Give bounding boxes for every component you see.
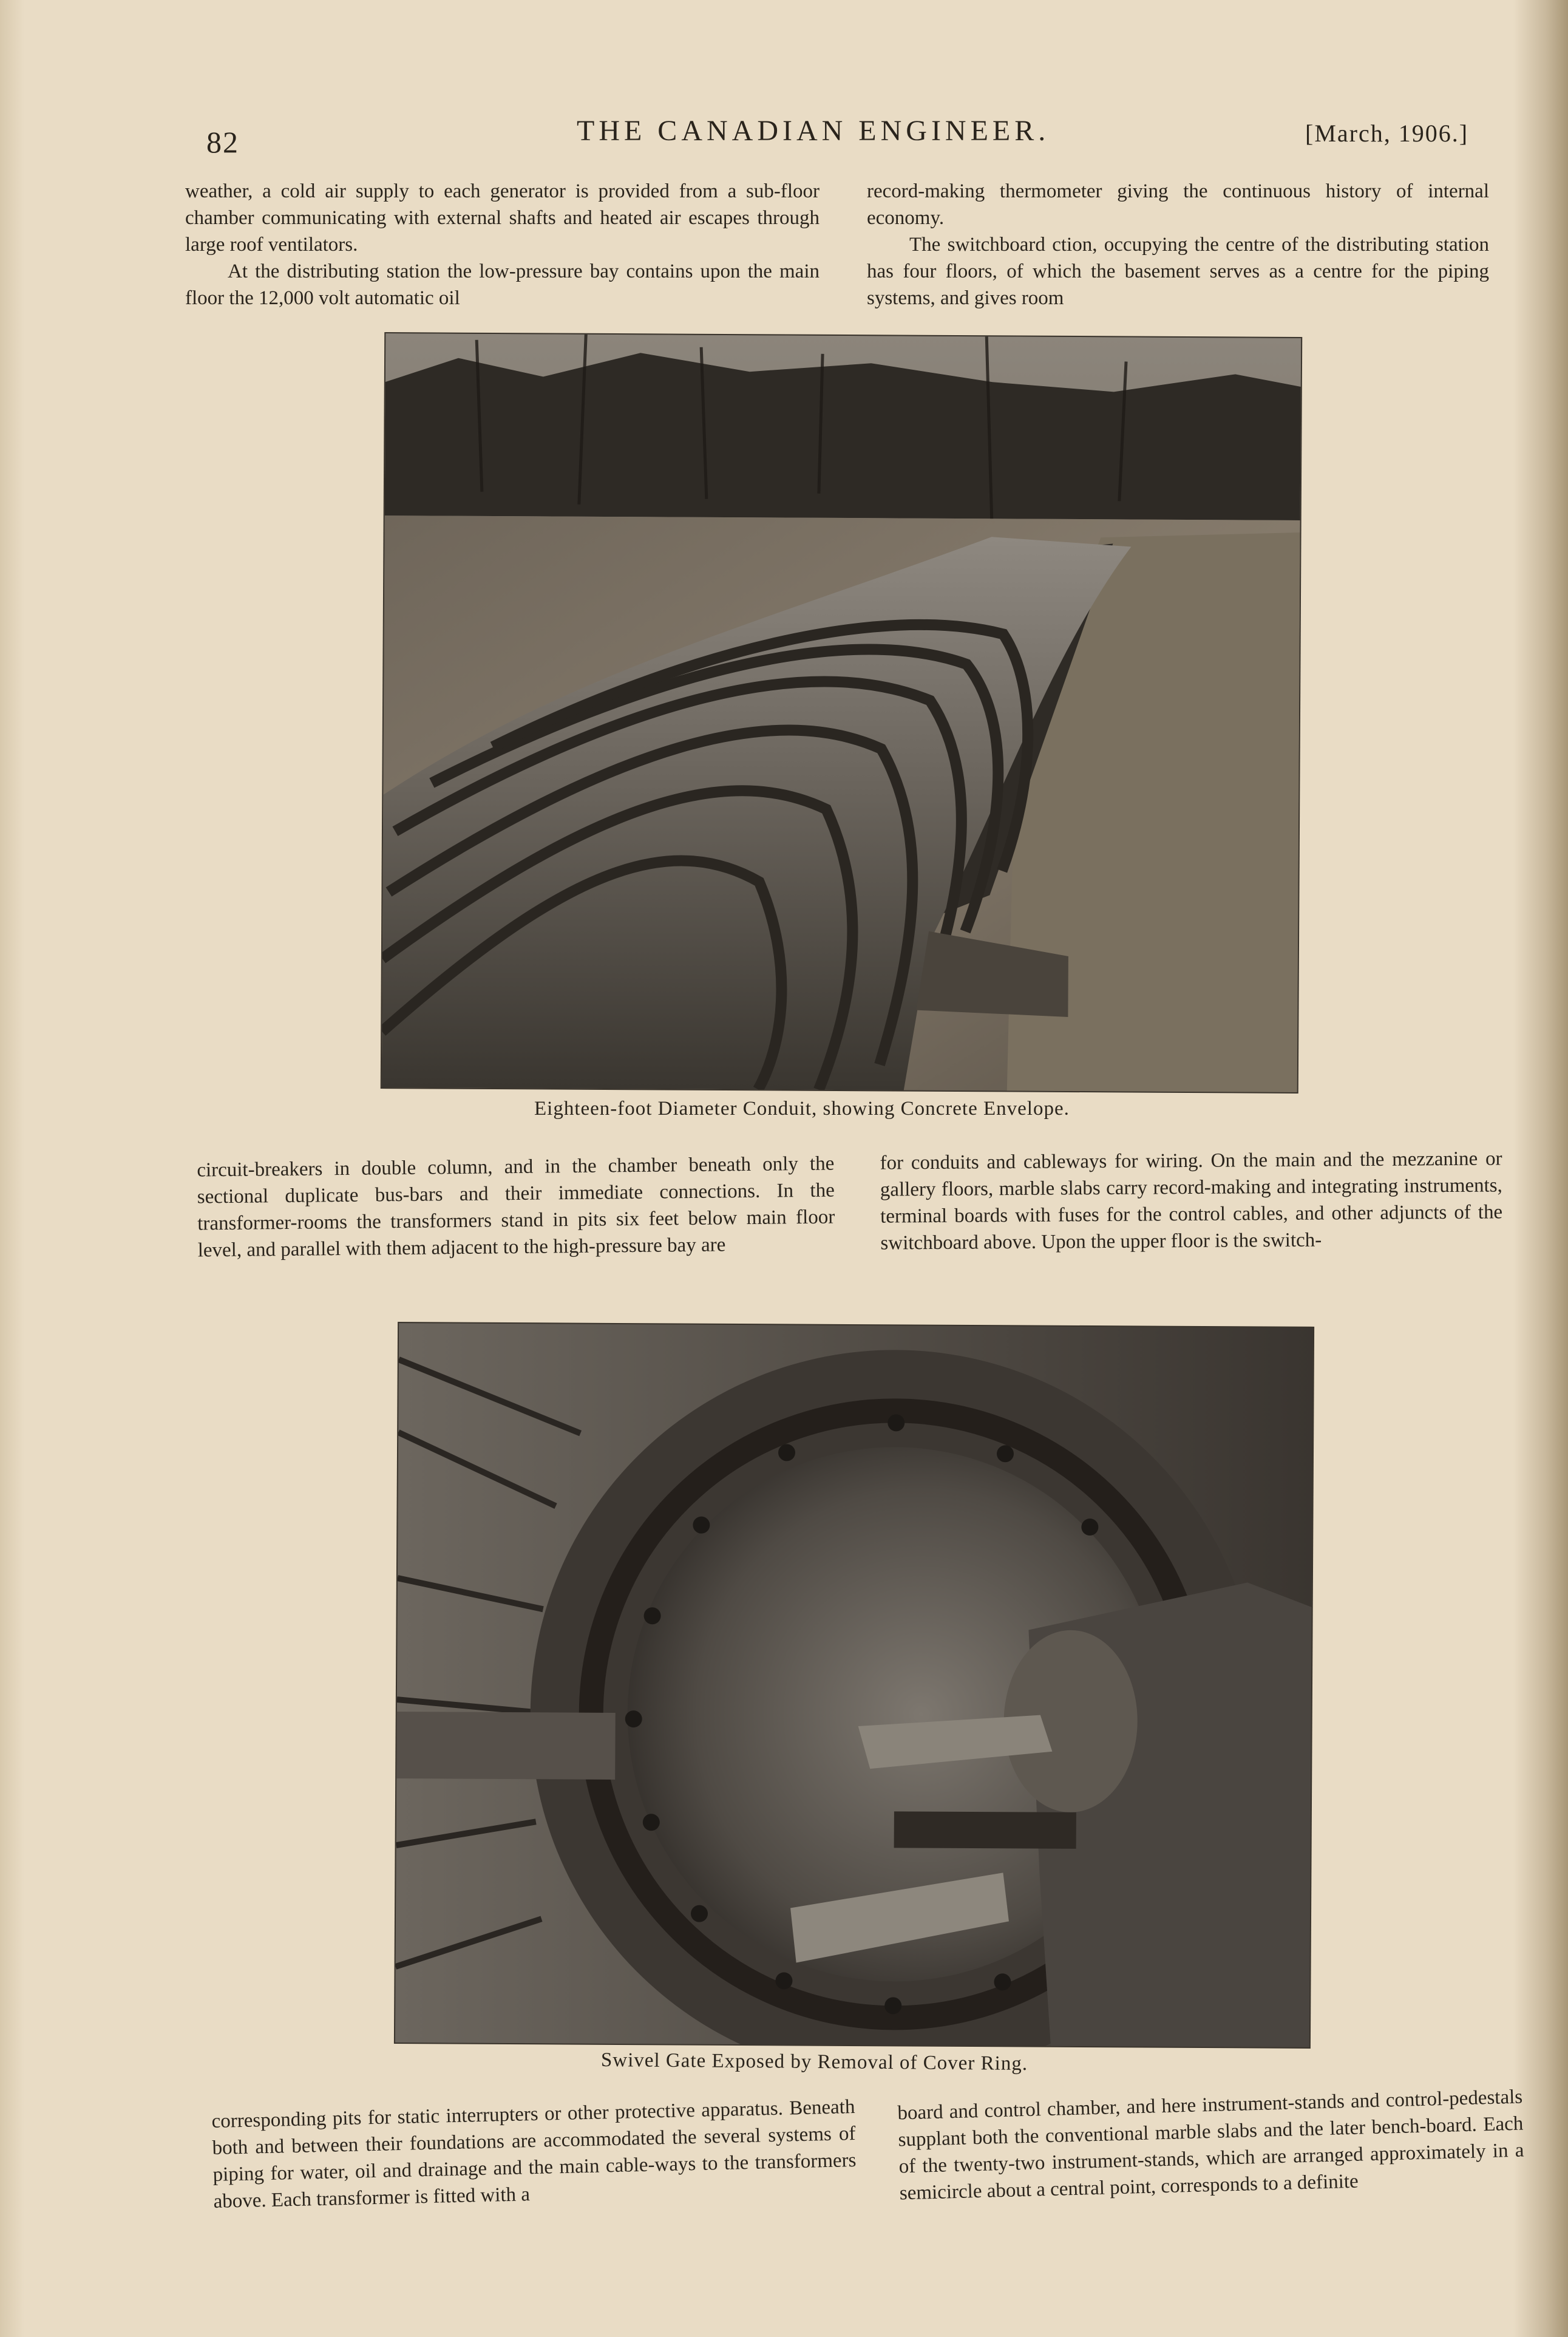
page-number: 82 <box>206 125 239 159</box>
swivel-gate-figure-caption: Swivel Gate Exposed by Removal of Cover Ring. <box>600 2049 1028 2075</box>
paragraph: board and control chamber, and here instrument-stands and control-pedestals supplant both the conventional marble slabs and the later bench-board. Each of the twenty-two instrument-stands, which are arranged approximately in a semicircle about a central point, corresponds to a definite <box>897 2086 1524 2205</box>
paragraph: weather, a cold air supply to each generator is provided from a sub-floor chamber communicating with external shafts and heated air escapes through large roof ventilators. <box>185 180 820 256</box>
middle-right-column <box>880 1145 1502 1256</box>
bottom-left-column <box>211 2094 857 2215</box>
top-left-column <box>185 178 820 311</box>
middle-left-column <box>197 1151 835 1264</box>
paragraph: At the distributing station the low-pressure bay contains upon the main floor the 12,000 volt automatic oil <box>185 260 820 309</box>
page-gutter-shadow <box>0 0 24 2337</box>
paragraph: for conduits and cableways for wiring. On the main and the mezzanine or gallery floors, marble slabs carry record-making and integrating instruments, terminal boards with fuses for the control cables, and other adjuncts of the switchboard above. Upon the upper floor is the switch- <box>880 1148 1503 1254</box>
page-edge-shadow <box>1513 0 1568 2337</box>
conduit-figure-caption: Eighteen-foot Diameter Conduit, showing Concrete Envelope. <box>534 1098 1070 1120</box>
swivel-gate-photograph <box>395 1323 1313 2047</box>
paragraph: record-making thermometer giving the continuous history of internal economy. <box>867 180 1489 229</box>
journal-title: THE CANADIAN ENGINEER. <box>577 115 1050 147</box>
conduit-photograph <box>382 333 1301 1092</box>
paragraph: circuit-breakers in double column, and in the chamber beneath only the sectional duplicate bus-bars and their immediate connections. In the transformer-rooms the transformers stand in pits six feet below main floor level, and parallel with them adjacent to the high-pressure bay are <box>197 1152 835 1262</box>
paragraph: corresponding pits for static interrupters or other protective apparatus. Beneath both and between their foundations are accommodated the several systems of piping for water, oil and drainage and the main cable-ways to the transformers above. Each transformer is fitted with a <box>211 2095 857 2213</box>
bottom-right-column <box>897 2084 1525 2207</box>
top-right-column <box>867 178 1489 311</box>
paragraph: The switchboard ction, occupying the centre of the distributing station has four floors, of which the basement serves as a centre for the piping systems, and gives room <box>867 234 1489 309</box>
issue-date: [March, 1906.] <box>1305 120 1469 147</box>
